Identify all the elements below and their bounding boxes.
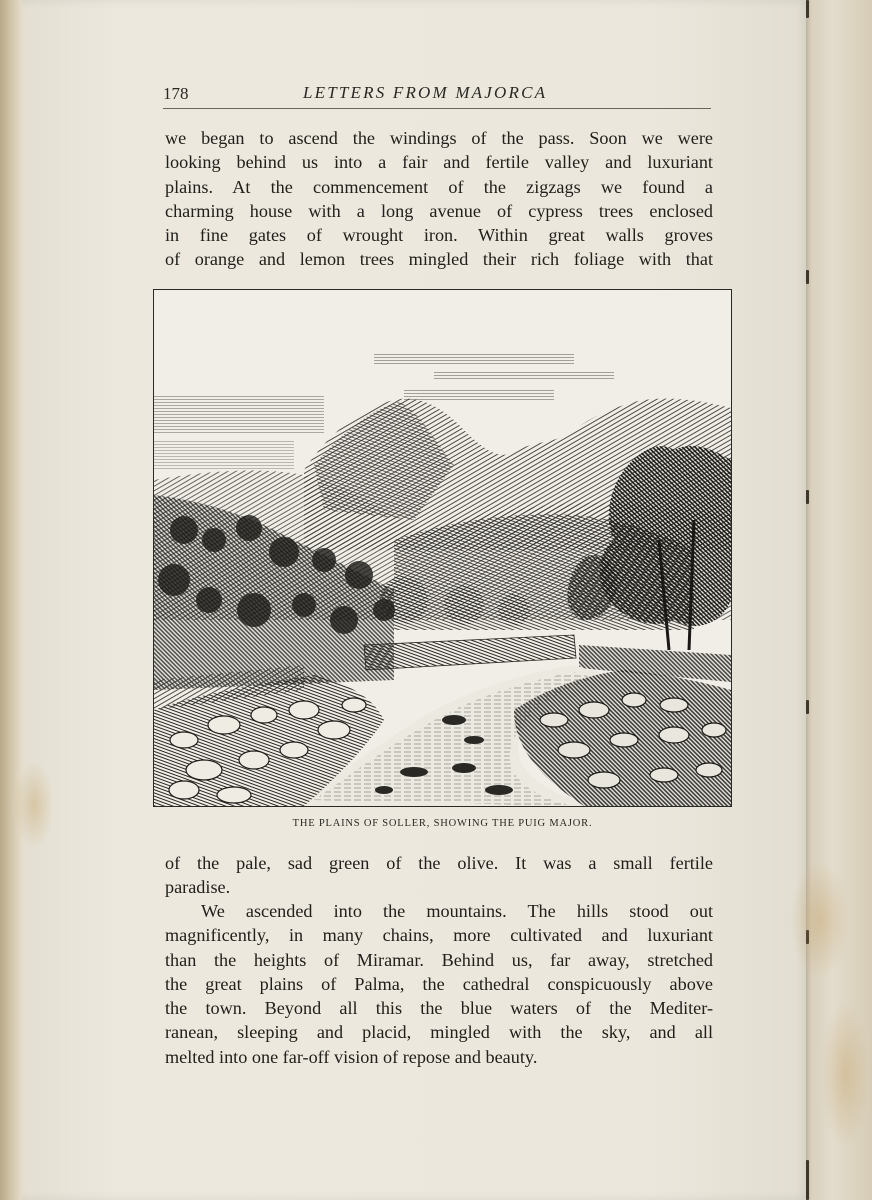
binding-stitch <box>806 270 809 284</box>
paper-stain <box>14 760 54 850</box>
text-line: we began to ascend the windings of the pass. Soon we were <box>165 128 713 148</box>
running-title: LETTERS FROM MAJORCA <box>303 83 548 102</box>
continuation-paragraph <box>165 851 713 900</box>
binding-stitch <box>806 0 809 18</box>
engraving-illustration <box>153 289 732 807</box>
figure-caption: THE PLAINS OF SOLLER, SHOWING THE PUIG MAJOR. <box>292 818 593 829</box>
page-number: 178 <box>163 84 189 103</box>
text-line: charming house with a long avenue of cypress trees enclosed <box>165 200 713 221</box>
running-head <box>163 82 711 109</box>
text-line: We ascended into the mountains. The hills stood out <box>201 901 713 921</box>
text-line: melted into one far-off vision of repose and beauty. <box>165 1046 538 1067</box>
top-paragraph <box>165 126 713 272</box>
text-line: of the pale, sad green of the olive. It was a small fertile <box>165 853 713 873</box>
text-line: the town. Beyond all this the blue waters of the Mediter- <box>165 998 713 1019</box>
binding-stitch <box>806 1160 809 1200</box>
text-line: plains. At the commencement of the zigzags we found a <box>165 176 713 197</box>
text-line: of orange and lemon trees mingled their rich foliage with that <box>165 249 713 270</box>
text-line: than the heights of Miramar. Behind us, far away, stretched <box>165 949 713 970</box>
text-line: the great plains of Palma, the cathedral conspicuously above <box>165 973 713 994</box>
paper-stain <box>820 1000 870 1150</box>
paper-stain <box>790 860 850 980</box>
text-line: looking behind us into a fair and fertile valley and luxuriant <box>165 152 713 173</box>
text-line: magnificently, in many chains, more cultivated and luxuriant <box>165 925 713 946</box>
binding-stitch <box>806 490 809 504</box>
text-line: in fine gates of wrought iron. Within great walls groves <box>165 225 713 246</box>
text-line: ranean, sleeping and placid, mingled with the sky, and all <box>165 1022 713 1043</box>
second-paragraph <box>165 899 713 1069</box>
text-line: paradise. <box>165 877 231 898</box>
binding-stitch <box>806 700 809 714</box>
left-binding-edge <box>0 0 22 1200</box>
landscape-engraving <box>154 290 731 806</box>
